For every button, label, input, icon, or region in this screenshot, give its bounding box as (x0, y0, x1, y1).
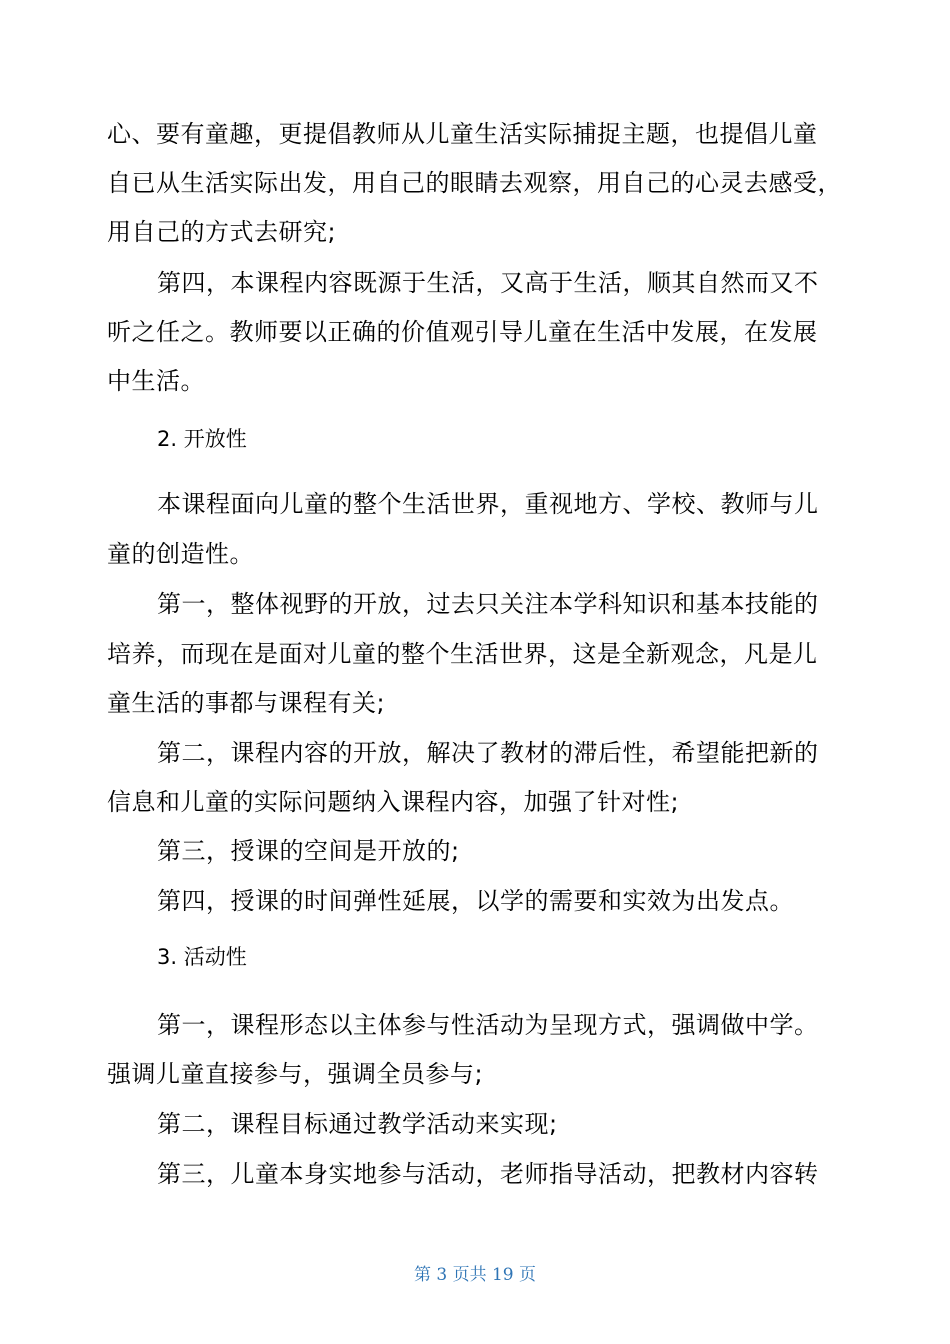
text-line: 第二，课程内容的开放，解决了教材的滞后性，希望能把新的 (157, 739, 819, 767)
text-line: 童的创造性。 (107, 540, 254, 568)
text-line: 第一，整体视野的开放，过去只关注本学科知识和基本技能的 (157, 590, 819, 618)
text-line: 第四，本课程内容既源于生活，又高于生活，顺其自然而又不 (157, 269, 819, 297)
text-line: 第二，课程目标通过教学活动来实现; (157, 1110, 558, 1138)
page-number-footer: 第 3 页共 19 页 (413, 1265, 537, 1285)
text-line: 听之任之。教师要以正确的价值观引导儿童在生活中发展，在发展 (107, 318, 818, 346)
text-line: 自已从生活实际出发，用自己的眼睛去观察，用自己的心灵去感受， (107, 169, 842, 197)
text-line: 第一，课程形态以主体参与性活动为呈现方式，强调做中学。 (157, 1011, 819, 1039)
text-line: 心、要有童趣，更提倡教师从儿童生活实际捕捉主题，也提倡儿童 (107, 120, 818, 148)
text-line: 童生活的事都与课程有关; (107, 689, 386, 717)
text-line: 第三，授课的空间是开放的; (157, 837, 460, 865)
text-line: 第三，儿童本身实地参与活动，老师指导活动，把教材内容转 (157, 1160, 819, 1188)
section-heading: 3. 活动性 (157, 945, 247, 969)
text-line: 中生活。 (107, 367, 205, 395)
text-line: 本课程面向儿童的整个生活世界，重视地方、学校、教师与儿 (157, 490, 819, 518)
text-line: 培养，而现在是面对儿童的整个生活世界，这是全新观念，凡是儿 (107, 640, 818, 668)
text-line: 信息和儿童的实际问题纳入课程内容，加强了针对性; (107, 788, 680, 816)
section-heading: 2. 开放性 (157, 427, 247, 451)
text-line: 第四，授课的时间弹性延展，以学的需要和实效为出发点。 (157, 887, 794, 915)
text-line: 强调儿童直接参与，强调全员参与; (107, 1060, 484, 1088)
text-line: 用自己的方式去研究; (107, 218, 337, 246)
